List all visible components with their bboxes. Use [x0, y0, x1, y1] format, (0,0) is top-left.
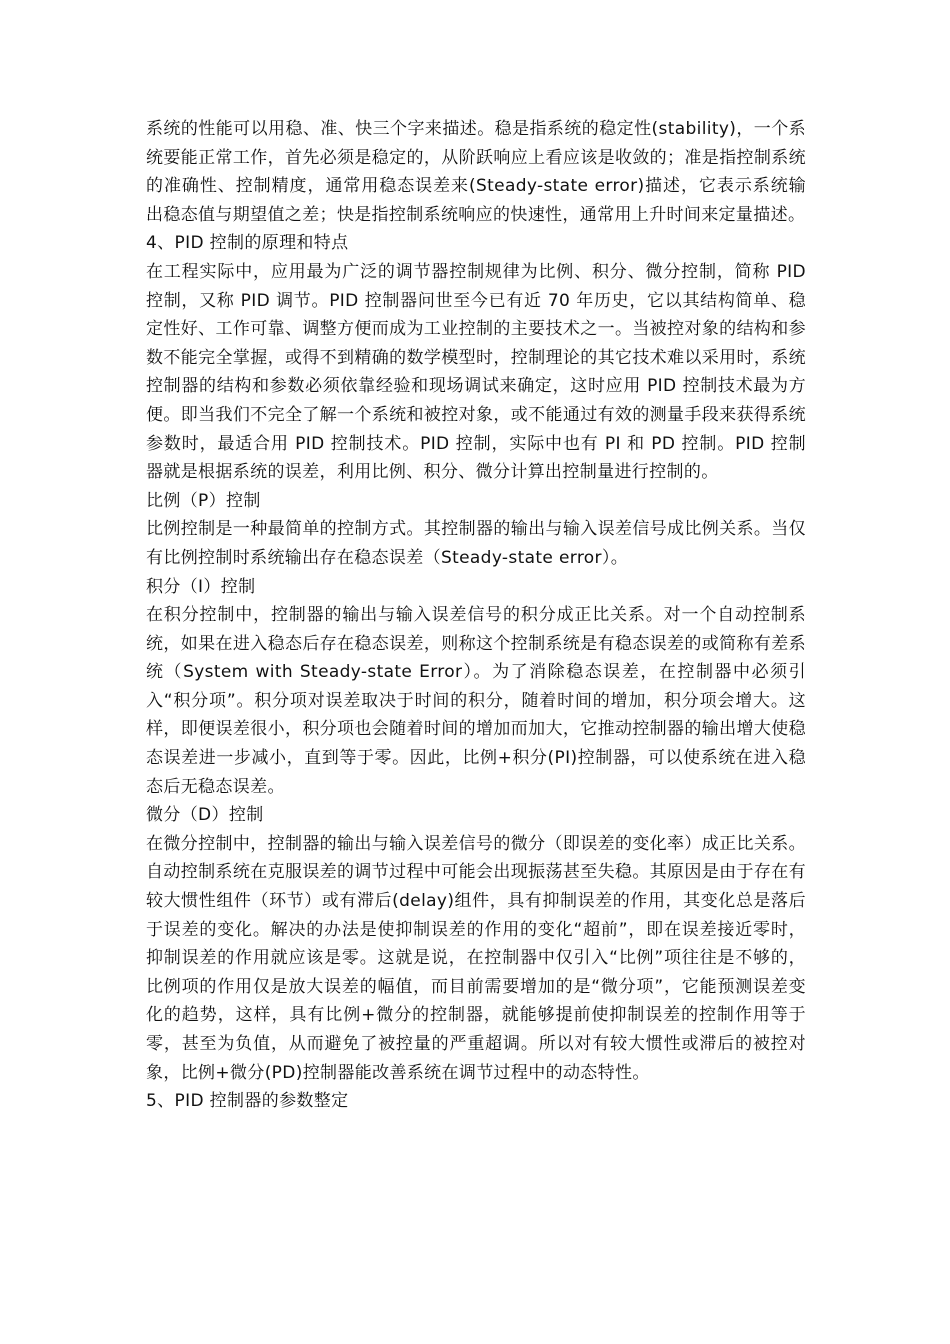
subheading-derivative-control: 微分（D）控制 — [146, 805, 264, 826]
section-heading-parameter-tuning: 5、PID 控制器的参数整定 — [146, 1091, 349, 1112]
subheading-proportional-control: 比例（P）控制 — [146, 490, 261, 511]
paragraph-integral-control: 在积分控制中，控制器的输出与输入误差信号的积分成正比关系。对一个自动控制系统，如果在进入稳态后存在稳态误差，则称这个控制系统是有稳态误差的或简称有差系统（System with Steady-state Error）。为了消除稳态误差，在控制器中必须引入“积分项”。积分项对误差取决于时间的积分，随着时间的增加，积分项会增大。这样，即便误差很小，积分项也会随着时间的增加而加大，它推动控制器的输出增大使稳态误差进一步减小，直到等于零。因此，比例+积分(PI)控制器，可以使系统在进入稳态后无稳态误差。 — [146, 605, 806, 797]
subheading-integral-control: 积分（I）控制 — [146, 576, 256, 597]
paragraph-system-performance: 系统的性能可以用稳、准、快三个字来描述。稳是指系统的稳定性(stability)，一个系统要能正常工作，首先必须是稳定的，从阶跃响应上看应该是收敛的；准是指控制系统的准确性、控制精度，通常用稳态误差来(Steady-state error)描述，它表示系统输出稳态值与期望值之差；快是指控制系统响应的快速性，通常用上升时间来定量描述。 — [146, 119, 806, 225]
paragraph-pid-overview: 在工程实际中，应用最为广泛的调节器控制规律为比例、积分、微分控制，简称 PID 控制，又称 PID 调节。PID 控制器问世至今已有近 70 年历史，它以其结构简单、稳定性好、工作可靠、调整方便而成为工业控制的主要技术之一。当被控对象的结构和参数不能完全掌握，或得不到精确的数学模型时，控制理论的其它技术难以采用时，系统控制器的结构和参数必须依靠经验和现场调试来确定，这时应用 PID 控制技术最为方便。即当我们不完全了解一个系统和被控对象，或不能通过有效的测量手段来获得系统参数时，最适合用 PID 控制技术。PID 控制，实际中也有 PI 和 PD 控制。PID 控制器就是根据系统的误差，利用比例、积分、微分计算出控制量进行控制的。 — [146, 261, 806, 483]
paragraph-derivative-control: 在微分控制中，控制器的输出与输入误差信号的微分（即误差的变化率）成正比关系。 自动控制系统在克服误差的调节过程中可能会出现振荡甚至失稳。其原因是由于存在有较大惯性组件（环节）或有滞后(delay)组件，具有抑制误差的作用，其变化总是落后于误差的变化。解决的办法是使抑制误差的作用的变化“超前”，即在误差接近零时，抑制误差的作用就应该是零。这就是说，在控制器中仅引入“比例”项往往是不够的，比例项的作用仅是放大误差的幅值，而目前需要增加的是“微分项”，它能预测误差变化的趋势，这样，具有比例+微分的控制器，就能够提前使抑制误差的控制作用等于零，甚至为负值，从而避免了被控量的严重超调。所以对有较大惯性或滞后的被控对象，比例+微分(PD)控制器能改善系统在调节过程中的动态特性。 — [146, 833, 806, 1083]
section-heading-pid-principle: 4、PID 控制的原理和特点 — [146, 233, 349, 254]
document-body — [146, 115, 806, 1116]
paragraph-proportional-control: 比例控制是一种最简单的控制方式。其控制器的输出与输入误差信号成比例关系。当仅有比例控制时系统输出存在稳态误差（Steady-state error）。 — [146, 519, 806, 568]
